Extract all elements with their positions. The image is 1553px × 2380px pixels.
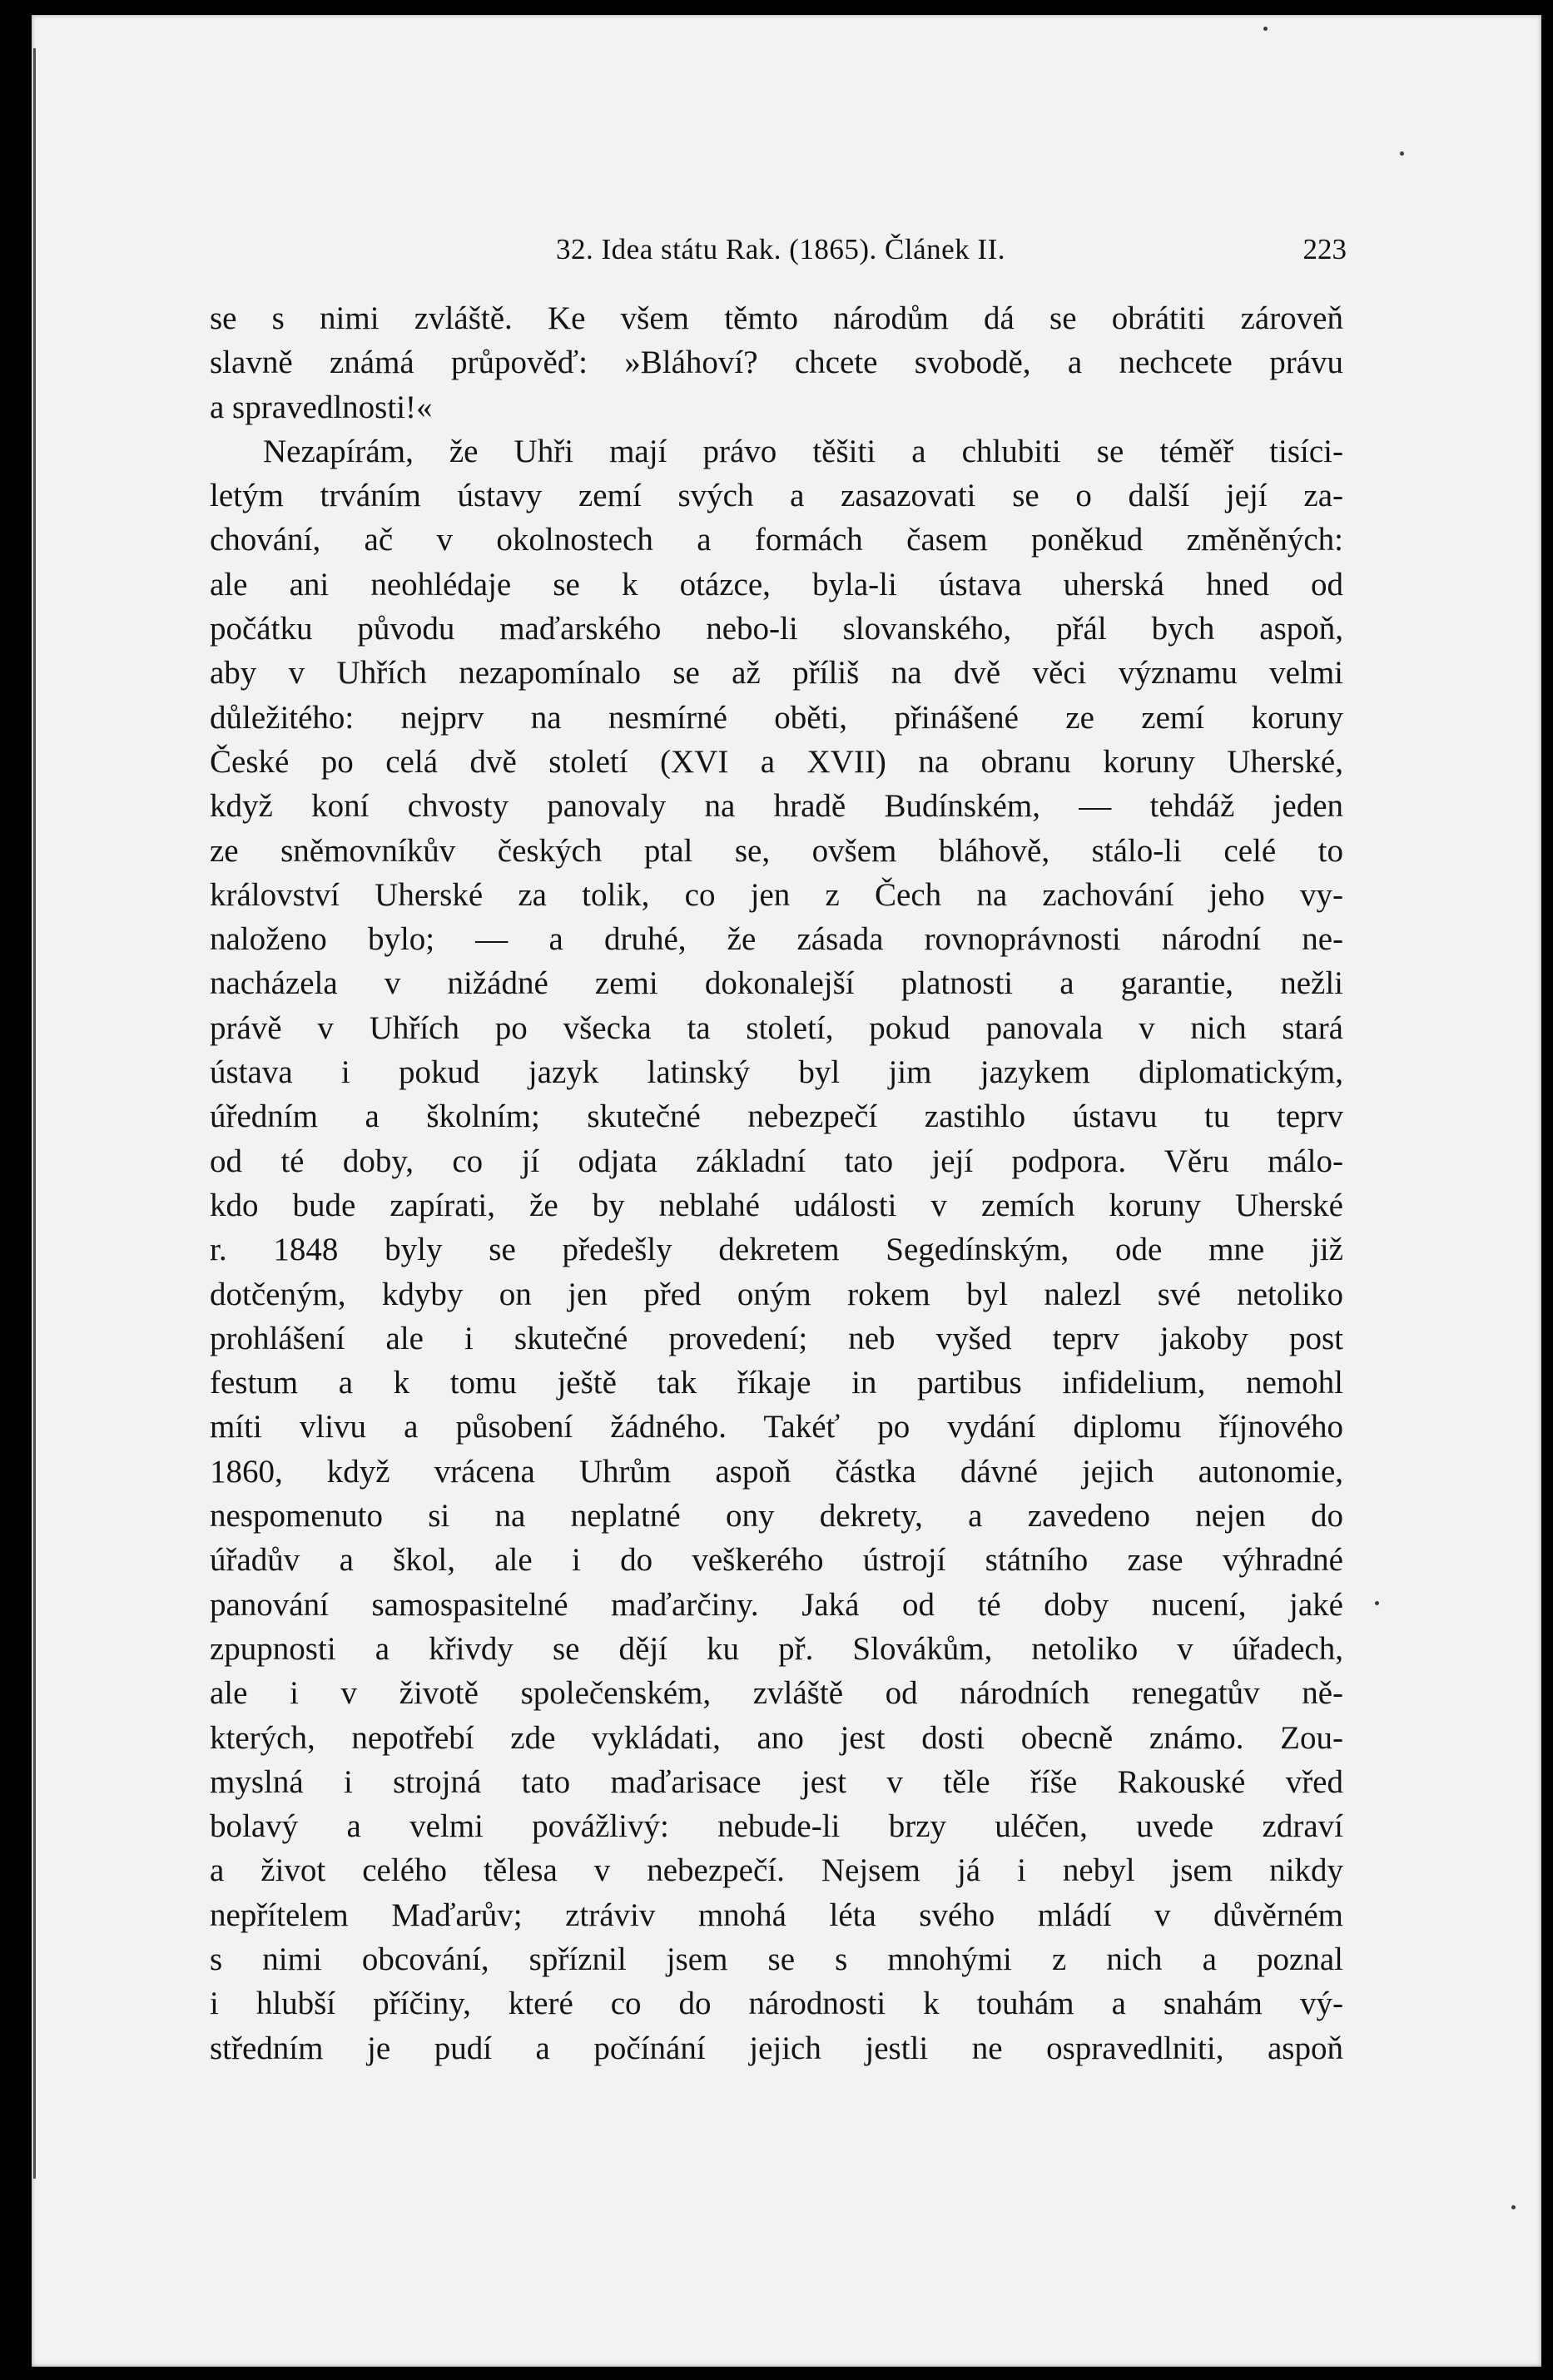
text-line: letým trváním ústavy zemí svých a zasazovati se o další její za- [210,478,1343,514]
text-line: kdo bude zapírati, že by neblahé události v zemích koruny Uherské [210,1187,1343,1223]
paper-speck [1400,151,1404,156]
text-line: království Uherské za tolik, co jen z Čech na zachování jeho vy- [210,876,1343,913]
text-line: nespomenuto si na neplatné ony dekrety, a zavedeno nejen do [210,1498,1343,1535]
text-line: Nezapírám, že Uhři mají právo těšiti a chlubiti se téměř tisíci- [263,433,1343,469]
text-line: chování, ač v okolnostech a formách časem poněkud změněných: [210,522,1343,558]
text-line: se s nimi zvláště. Ke všem těmto národům dá se obrátiti zároveň [210,300,1343,336]
book-page [32,15,1541,2367]
text-line: 1860, když vrácena Uhrům aspoň částka dávné jejich autonomie, [210,1453,1343,1490]
page-header [215,233,1347,270]
text-line: právě v Uhřích po všecka ta století, pokud panovala v nich stará [210,1009,1343,1046]
page-edge-shadow [33,48,36,2179]
text-line: bolavý a velmi povážlivý: nebude-li brzy uléčen, uvede zdraví [210,1808,1343,1845]
text-line: a spravedlnosti!« [210,389,433,425]
paper-speck [1511,2205,1516,2209]
text-line: ústava i pokud jazyk latinský byl jim jazykem diplomatickým, [210,1054,1343,1091]
text-line: ze sněmovníkův českých ptal se, ovšem bláhově, stálo-li celé to [210,832,1343,869]
text-line: úředním a školním; skutečné nebezpečí zastihlo ústavu tu teprv [210,1098,1343,1135]
text-line: ale ani neohlédaje se k otázce, byla-li ústava uherská hned od [210,566,1343,602]
text-line: úřadův a škol, ale i do veškerého ústrojí státního zase výhradné [210,1542,1343,1579]
text-line: slavně známá průpověď: »Bláhoví? chcete svobodě, a nechcete právu [210,345,1343,381]
running-title: 32. Idea státu Rak. (1865). Článek II. [556,233,1005,265]
text-line: s nimi obcování, spříznil jsem se s mnohými z nich a poznal [210,1941,1343,1977]
text-line: r. 1848 byly se předešly dekretem Segedínským, ode mne již [210,1232,1343,1268]
text-line: nepřítelem Maďarův; ztráviv mnohá léta svého mládí v důvěrném [210,1897,1343,1933]
text-line: myslná i strojná tato maďarisace jest v těle říše Rakouské vřed [210,1763,1343,1800]
page-number: 223 [1302,233,1347,265]
text-line: nacházela v nižádné zemi dokonalejší platnosti a garantie, nežli [210,965,1343,1002]
text-line: naloženo bylo; — a druhé, že zásada rovnoprávnosti národní ne- [210,921,1343,958]
text-line: panování samospasitelné maďarčiny. Jaká od té doby nucení, jaké [210,1586,1343,1623]
text-line: od té doby, co jí odjata základní tato její podpora. Věru málo- [210,1143,1343,1179]
text-line: festum a k tomu ještě tak říkaje in partibus infidelium, nemohl [210,1365,1343,1401]
text-line: i hlubší příčiny, které co do národnosti k touhám a snahám vý- [210,1986,1343,2022]
text-line: středním je pudí a počínání jejich jestli ne ospravedlniti, aspoň [210,2030,1343,2066]
text-line: zpupnosti a křivdy se dějí ku př. Slovákům, netoliko v úřadech, [210,1630,1343,1667]
text-line: aby v Uhřích nezapomínalo se až příliš na dvě věci významu velmi [210,655,1343,692]
text-line: dotčeným, kdyby on jen před oným rokem byl nalezl své netoliko [210,1276,1343,1312]
text-line: České po celá dvě století (XVI a XVII) na obranu koruny Uherské, [210,743,1343,780]
text-line: důležitého: nejprv na nesmírné oběti, přinášené ze zemí koruny [210,699,1343,736]
text-line: ale i v životě společenském, zvláště od národních renegatův ně- [210,1675,1343,1712]
text-line: když koní chvosty panovaly na hradě Budínském, — tehdáž jeden [210,788,1343,825]
text-line: míti vlivu a působení žádného. Takéť po vydání diplomu říjnového [210,1409,1343,1445]
paper-speck [1375,1601,1379,1605]
text-line: prohlášení ale i skutečné provedení; neb vyšed teprv jakoby post [210,1320,1343,1356]
text-line: kterých, nepotřebí zde vykládati, ano jest dosti obecně známo. Zou- [210,1719,1343,1756]
text-line: počátku původu maďarského nebo-li slovanského, přál bych aspoň, [210,611,1343,647]
body-text [210,296,1343,2070]
text-line: a život celého tělesa v nebezpečí. Nejsem já i nebyl jsem nikdy [210,1852,1343,1889]
paper-speck [1263,27,1268,31]
